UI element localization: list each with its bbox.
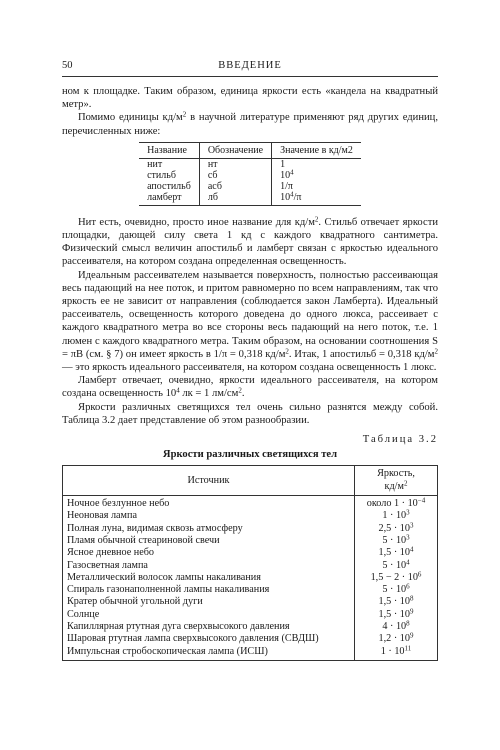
source-cell: Шаровая ртутная лампа сверхвысокого давления (СВДШ) (63, 633, 355, 645)
brightness-cell: $1,5 \cdot 10^8$ (355, 596, 438, 608)
source-cell: Ночное безлунное небо (63, 496, 355, 511)
unit-name: нит (147, 158, 163, 170)
brightness-row (63, 523, 438, 535)
units-header-name: Название (139, 142, 199, 158)
paragraph-6: Яркости различных светящихся тел очень сильно разнятся между собой. Таблица 3.2 дает представление об этом разнообразии. (62, 401, 438, 426)
page-number: 50 (62, 60, 73, 71)
table-caption: Таблица 3.2 (362, 434, 438, 446)
brightness-row (63, 535, 438, 547)
source-cell: Пламя обычной стеариновой свечи (63, 535, 355, 547)
running-header (62, 60, 438, 76)
brightness-cell: $1 \cdot 10^{11}$ (355, 646, 438, 661)
source-cell: Неоновая лампа (63, 510, 355, 522)
brightness-row (63, 572, 438, 584)
brightness-row (63, 584, 438, 596)
brightness-table (62, 465, 438, 660)
source-cell: Ясное дневное небо (63, 547, 355, 559)
brightness-row (63, 510, 438, 522)
paragraph-3: Нит есть, очевидно, просто иное название для $кд/м^2$. Стильб отвечает яркости площадки, дающей силу света 1 кд с каждого квадратного сантиметра. Физический смысл величин апостильб и ламберт связан с яркостью идеального рассеивателя, на котором создана определенная освещенность. (62, 215, 438, 268)
brightness-header-value: Яркость, $кд/м^2$ (355, 466, 438, 496)
source-cell: Капиллярная ртутная дуга сверхвысокого давления (63, 621, 355, 633)
brightness-cell: около $1 \cdot 10^{-4}$ (355, 496, 438, 511)
brightness-row (63, 496, 438, 511)
brightness-cell: $1 \cdot 10^3$ (355, 510, 438, 522)
brightness-row (63, 621, 438, 633)
unit-symbol: нт (199, 158, 271, 170)
brightness-cell: $1,5 \cdot 10^4$ (355, 547, 438, 559)
brightness-row (63, 547, 438, 559)
source-cell: Полная луна, видимая сквозь атмосферу (63, 523, 355, 535)
units-table (139, 142, 361, 206)
brightness-row (63, 609, 438, 621)
source-cell: Солнце (63, 609, 355, 621)
unit-symbol: лб (199, 192, 271, 206)
brightness-cell: $5 \cdot 10^4$ (355, 560, 438, 572)
units-row (139, 181, 361, 192)
unit-symbol: сб (199, 170, 271, 181)
brightness-cell: $5 \cdot 10^6$ (355, 584, 438, 596)
brightness-row (63, 560, 438, 572)
source-cell: Кратер обычной угольной дуги (63, 596, 355, 608)
units-header-symbol: Обозначение (199, 142, 271, 158)
paragraph-5: Ламберт отвечает, очевидно, яркости идеального рассеивателя, на котором создана освещенность $10^4$ лк = 1 $лм/см^2$. (62, 375, 438, 400)
units-row (139, 192, 361, 206)
header-rule (62, 76, 438, 77)
brightness-cell: $1,5 \cdot 10^9$ (355, 609, 438, 621)
source-cell: Газосветная лампа (63, 560, 355, 572)
page-body (62, 85, 438, 661)
paragraph-1: ном к площадке. Таким образом, единица яркости есть «кандела на квадратный метр». (62, 86, 438, 111)
brightness-cell: $4 \cdot 10^8$ (355, 621, 438, 633)
unit-symbol: асб (199, 181, 271, 192)
brightness-row (63, 633, 438, 645)
chapter-title: ВВЕДЕНИЕ (218, 60, 282, 71)
brightness-cell: $1,2 \cdot 10^9$ (355, 633, 438, 645)
brightness-cell: $1,5 - 2 \cdot 10^6$ (355, 572, 438, 584)
units-row (139, 170, 361, 181)
units-row (139, 158, 361, 170)
unit-name: стильб (147, 169, 176, 181)
brightness-row (63, 646, 438, 661)
brightness-row (63, 596, 438, 608)
unit-value: 1 (272, 158, 361, 170)
unit-value: 1/π (272, 181, 361, 192)
source-cell: Металлический волосок лампы накаливания (63, 572, 355, 584)
paragraph-4: Идеальным рассеивателем называется поверхность, полностью рассеивающая весь падающий на нее поток, и притом равномерно по всем направлениям, так что яркость ее не зависит от направления (соблюдается закон Ламберта). Идеальный рассеиватель, освещенность которого доведена до одного люкса, рассеивает с каждого квадратного метра во все стороны весь падающий на него поток, т.е. 1 люмен с каждого квадратного метра. Таким образом, на основании соотношения S = πB (см. § 7) он имеет яркость в 1/π = 0,318 $кд/м^2$. Итак, 1 апостильб = 0,318 $кд/м^2$ — это яркость идеального рассеивателя, на котором создана освещенность 1 люкс. (62, 269, 438, 374)
unit-name: апостильб (147, 180, 191, 192)
units-header-value: Значение в кд/м2 (272, 142, 361, 158)
source-cell: Импульсная стробоскопическая лампа (ИСШ) (63, 646, 355, 661)
unit-value: $10^4$ (272, 170, 361, 181)
table-title: Яркости различных светящихся тел (162, 449, 338, 461)
brightness-header-source: Источник (63, 466, 355, 496)
paragraph-2: Помимо единицы $кд/м^2$ в научной литературе применяют ряд других единиц, перечисленных ниже: (62, 110, 438, 137)
brightness-cell: $2,5 \cdot 10^3$ (355, 523, 438, 535)
unit-value: $10^4/\pi$ (272, 192, 361, 206)
brightness-cell: $5 \cdot 10^3$ (355, 535, 438, 547)
unit-name: ламберт (139, 192, 199, 206)
source-cell: Спираль газонаполненной лампы накаливания (63, 584, 355, 596)
